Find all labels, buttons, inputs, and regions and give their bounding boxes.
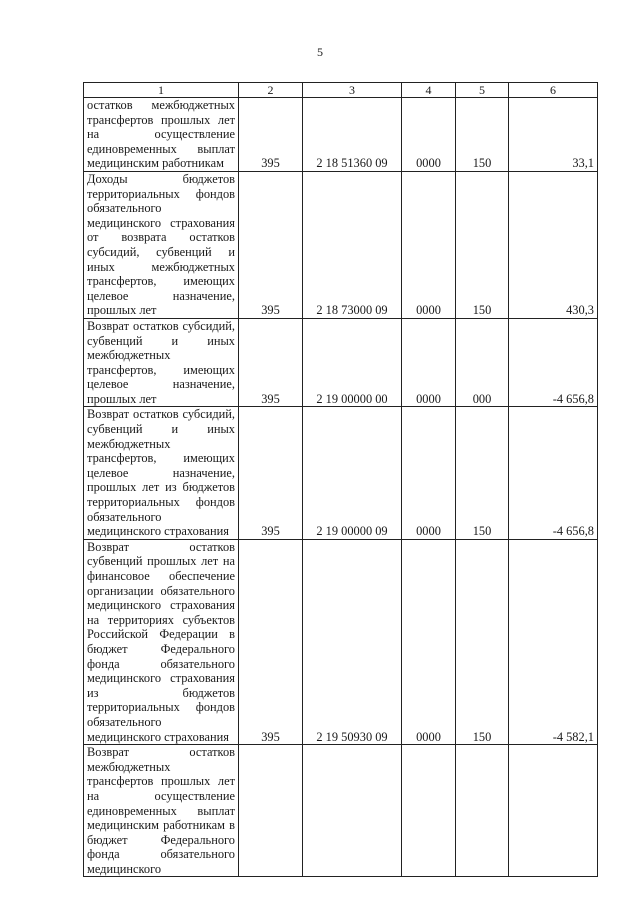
- budget-revenue-table: [83, 82, 598, 877]
- row-admin-code: [239, 745, 303, 877]
- table-row: [84, 407, 598, 539]
- row-kosgu-code: 150: [456, 171, 509, 318]
- row-kosgu-code: 000: [456, 318, 509, 407]
- row-budget-code: 2 19 00000 00: [303, 318, 402, 407]
- row-amount: 430,3: [509, 171, 598, 318]
- row-admin-code: 395: [239, 407, 303, 539]
- row-admin-code: 395: [239, 539, 303, 744]
- table-row: [84, 318, 598, 407]
- row-admin-code: 395: [239, 98, 303, 172]
- row-budget-code: 2 19 00000 09: [303, 407, 402, 539]
- row-name: остатков межбюджетных трансфертов прошлых лет на осуществление единовременных выплат медицинским работникам: [84, 98, 239, 172]
- table-row: [84, 171, 598, 318]
- row-amount: [509, 745, 598, 877]
- row-name: Возврат остатков субсидий, субвенций и иных межбюджетных трансфертов, имеющих целевое назначение, прошлых лет: [84, 318, 239, 407]
- table-row: [84, 98, 598, 172]
- page-number: 5: [317, 45, 323, 59]
- row-budget-code: 2 18 51360 09: [303, 98, 402, 172]
- row-program-code: 0000: [402, 171, 456, 318]
- column-header: 3: [303, 83, 402, 98]
- row-amount: -4 582,1: [509, 539, 598, 744]
- row-name: Доходы бюджетов территориальных фондов обязательного медицинского страхования от возврата остатков субсидий, субвенций и иных межбюджетных трансфертов, имеющих целевое назначение, прошлых лет: [84, 171, 239, 318]
- row-budget-code: 2 18 73000 09: [303, 171, 402, 318]
- row-amount: -4 656,8: [509, 318, 598, 407]
- row-program-code: 0000: [402, 98, 456, 172]
- row-name: Возврат остатков межбюджетных трансфертов прошлых лет на осуществление единовременных выплат медицинским работникам в бюджет Федерального фонда обязательного медицинского: [84, 745, 239, 877]
- row-kosgu-code: 150: [456, 539, 509, 744]
- table-row: [84, 745, 598, 877]
- column-header: 6: [509, 83, 598, 98]
- row-name: Возврат остатков субсидий, субвенций и иных межбюджетных трансфертов, имеющих целевое назначение, прошлых лет из бюджетов территориальных фондов обязательного медицинского страхования: [84, 407, 239, 539]
- row-budget-code: [303, 745, 402, 877]
- row-program-code: 0000: [402, 407, 456, 539]
- row-amount: -4 656,8: [509, 407, 598, 539]
- column-header: 1: [84, 83, 239, 98]
- table-header-row: [84, 83, 598, 98]
- row-program-code: [402, 745, 456, 877]
- row-name: Возврат остатков субвенций прошлых лет на финансовое обеспечение организации обязательного медицинского страхования на территориях субъектов Российской Федерации в бюджет Федерального фонда обязательного медицинского страхования из бюджетов территориальных фондов обязательного медицинского страхования: [84, 539, 239, 744]
- row-admin-code: 395: [239, 318, 303, 407]
- row-program-code: 0000: [402, 318, 456, 407]
- row-amount: 33,1: [509, 98, 598, 172]
- row-kosgu-code: 150: [456, 407, 509, 539]
- row-kosgu-code: [456, 745, 509, 877]
- row-budget-code: 2 19 50930 09: [303, 539, 402, 744]
- column-header: 2: [239, 83, 303, 98]
- column-header: 5: [456, 83, 509, 98]
- row-program-code: 0000: [402, 539, 456, 744]
- column-header: 4: [402, 83, 456, 98]
- row-admin-code: 395: [239, 171, 303, 318]
- row-kosgu-code: 150: [456, 98, 509, 172]
- table-row: [84, 539, 598, 744]
